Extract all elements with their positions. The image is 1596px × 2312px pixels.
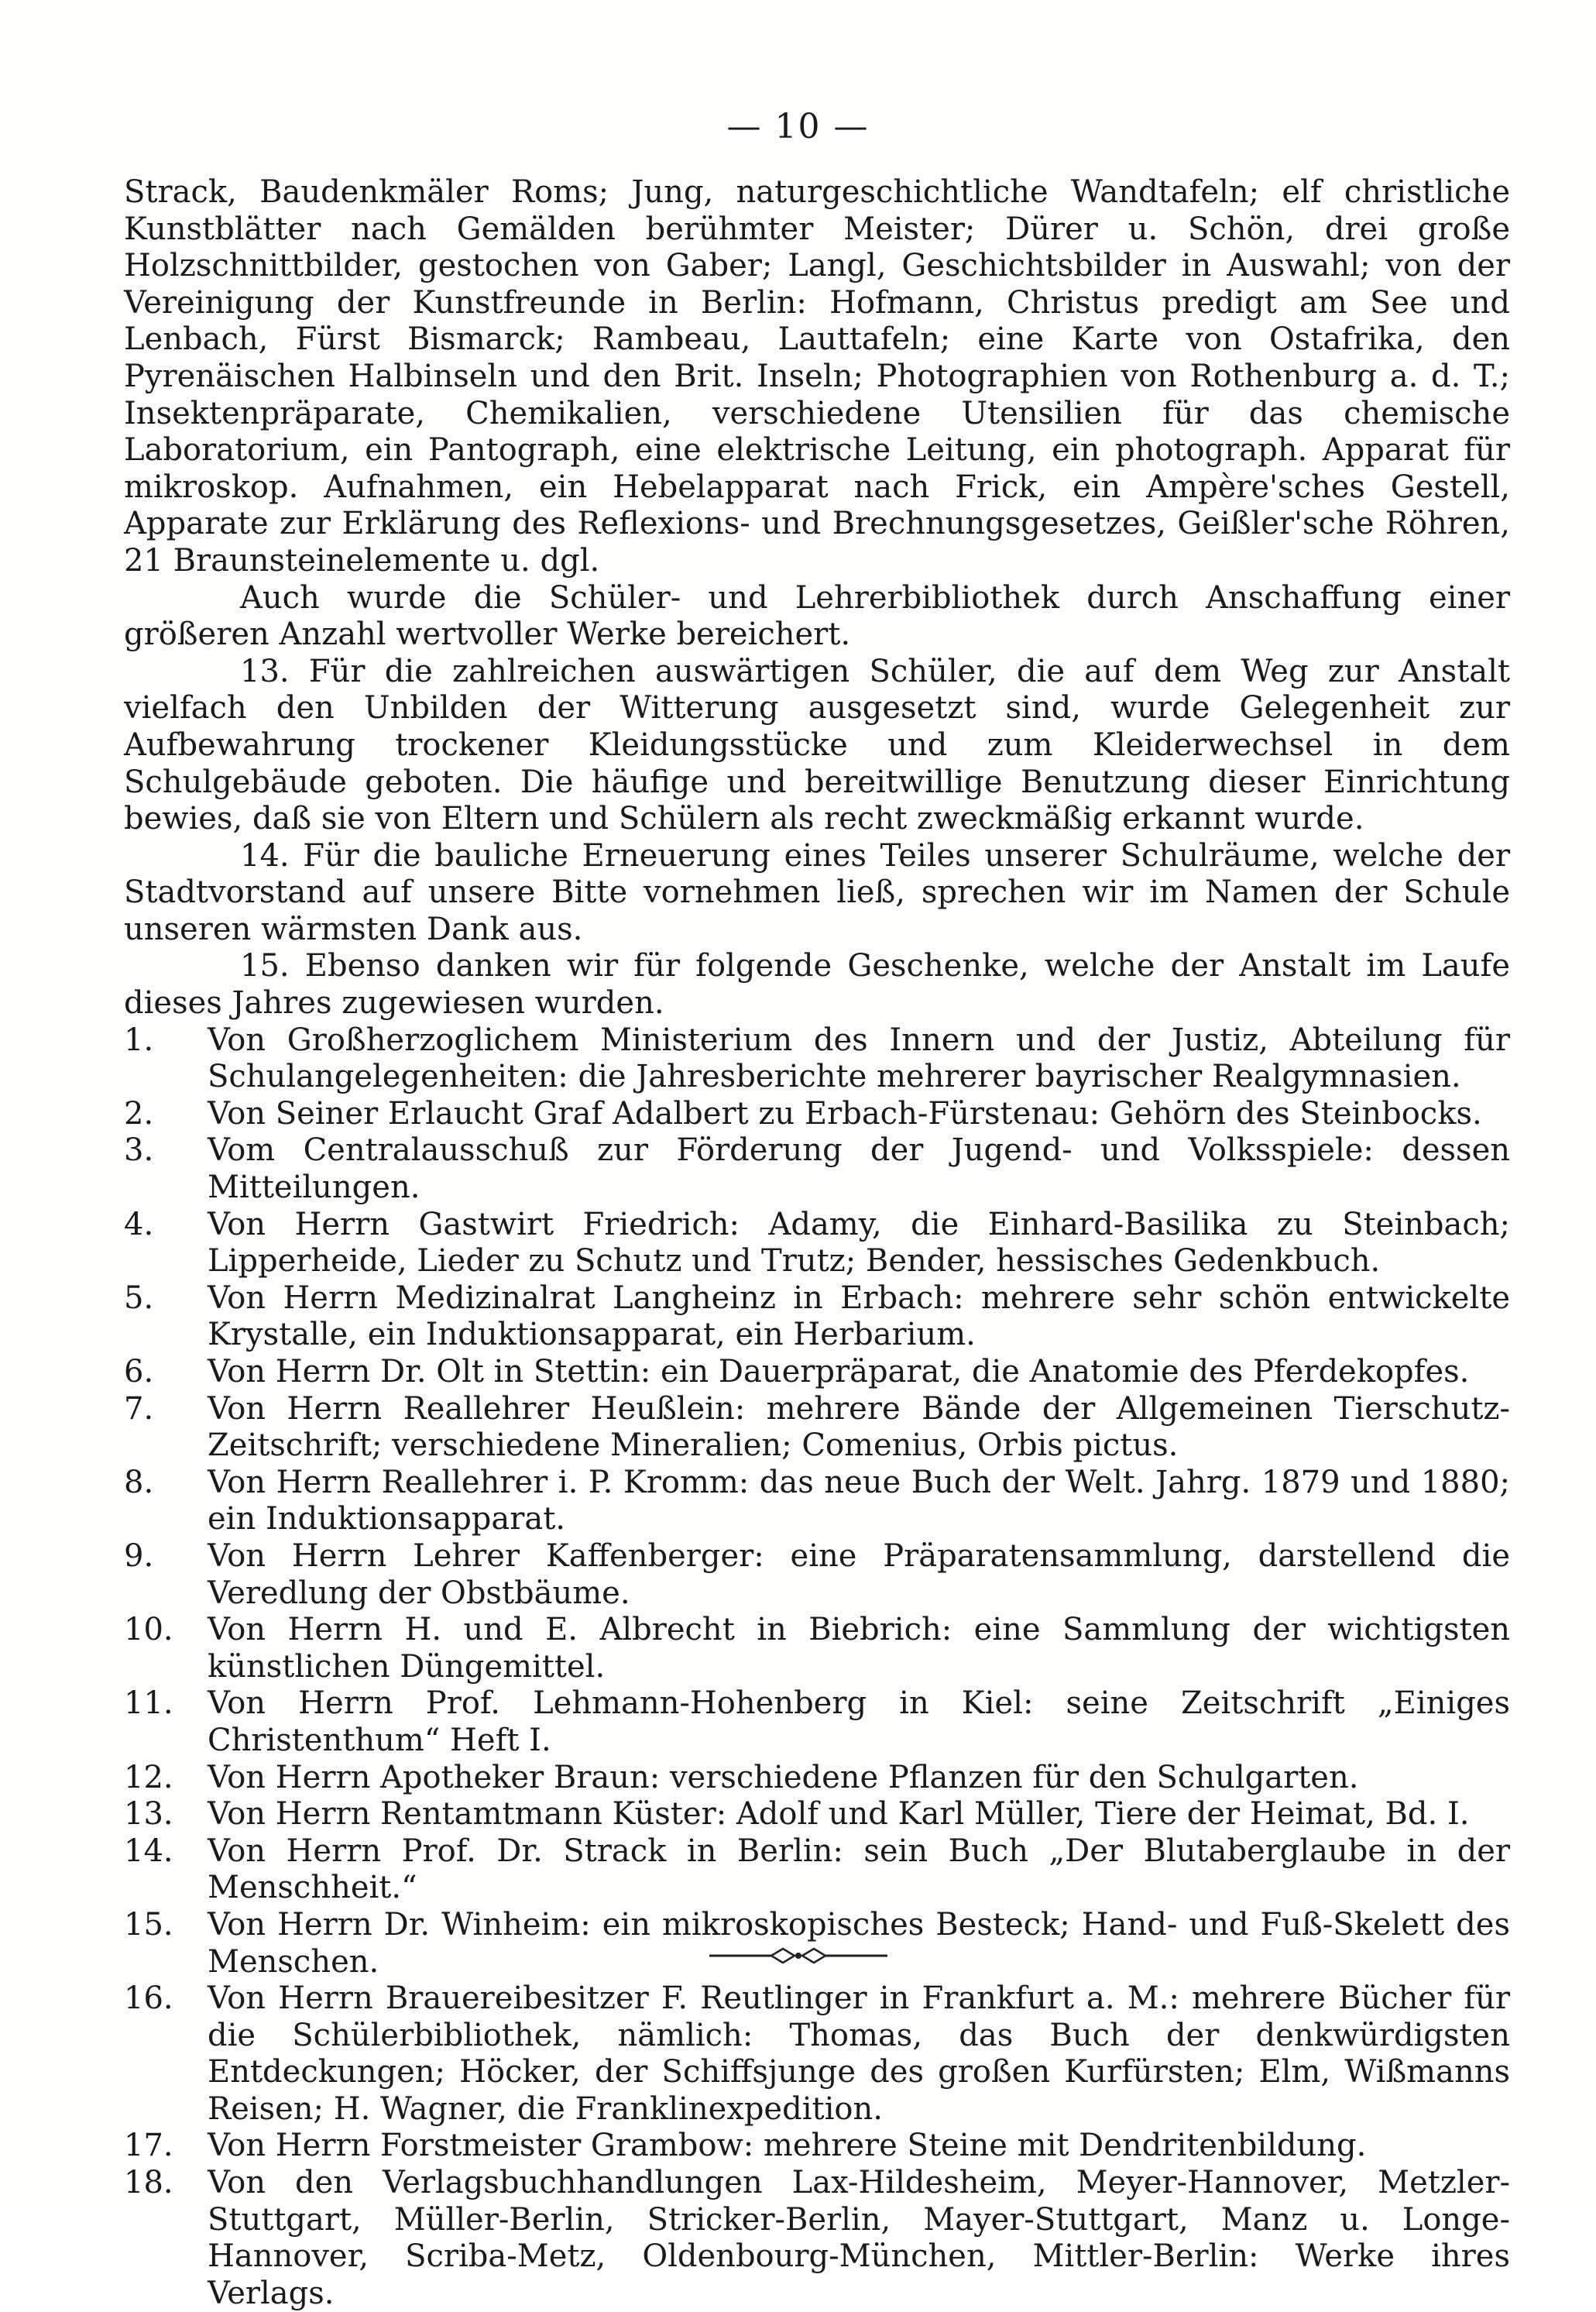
page-number: — 10 —: [726, 107, 870, 146]
paragraph-section-15: 15. Ebenso danken wir für folgende Geschenke, welche der Anstalt im Laufe dieses Jahres zugewiesen wurden.: [124, 948, 1510, 1022]
list-item-number: 6.: [124, 1354, 154, 1390]
list-item: [124, 1612, 1510, 1685]
list-item: [124, 1132, 1510, 1206]
list-item-text: Von den Verlagsbuchhandlungen Lax-Hildesheim, Meyer-Hannover, Metzler-Stuttgart, Müller-Berlin, Stricker-Berlin, Mayer-Stuttgart, Manz u. Longe-Hannover, Scriba-Metz, Oldenbourg-München, Mittler-Berlin: Werke ihres Verlags.: [208, 2165, 1510, 2311]
list-item-number: 3.: [124, 1132, 154, 1169]
list-item-text: Von Herrn H. und E. Albrecht in Biebrich: eine Sammlung der wichtigsten künstlichen Düngemittel.: [208, 1612, 1510, 1685]
list-item: [124, 1980, 1510, 2128]
list-item: [124, 2165, 1510, 2312]
list-item-number: 18.: [124, 2165, 173, 2201]
list-item: [124, 2128, 1510, 2165]
list-item-text: Von Herrn Rentamtmann Küster: Adolf und Karl Müller, Tiere der Heimat, Bd. I.: [208, 1796, 1470, 1833]
list-item: [124, 1354, 1510, 1391]
list-item-text: Von Herrn Gastwirt Friedrich: Adamy, die Einhard-Basilika zu Steinbach; Lipperheide, Lieder zu Schutz und Trutz; Bender, hessisches Gedenkbuch.: [208, 1206, 1510, 1280]
paragraph-library: Auch wurde die Schüler- und Lehrerbibliothek durch Anschaffung einer größeren Anzahl wertvoller Werke bereichert.: [124, 579, 1510, 653]
list-item-number: 2.: [124, 1095, 154, 1132]
list-item-text: Von Herrn Brauereibesitzer F. Reutlinger in Frankfurt a. M.: mehrere Bücher für die Schülerbibliothek, nämlich: Thomas, das Buch der denkwürdigsten Entdeckungen; Höcker, der Schiffsjunge des großen Kurfürsten; Elm, Wißmanns Reisen; H. Wagner, die Franklinexpedition.: [208, 1980, 1510, 2127]
list-item-text: Von Herrn Apotheker Braun: verschiedene Pflanzen für den Schulgarten.: [208, 1759, 1359, 1795]
paragraph-section-14: 14. Für die bauliche Erneuerung eines Teiles unserer Schulräume, welche der Stadtvorstand auf unsere Bitte vornehmen ließ, sprechen wir im Namen der Schule unseren wärmsten Dank aus.: [124, 837, 1510, 947]
gift-list: [124, 1022, 1510, 2312]
list-item-text: Von Herrn Lehrer Kaffenberger: eine Präparatensammlung, darstellend die Veredlung der Obstbäume.: [208, 1537, 1510, 1611]
list-item-number: 4.: [124, 1206, 154, 1242]
list-item: [124, 1207, 1510, 1280]
list-item-text: Von Herrn Reallehrer i. P. Kromm: das neue Buch der Welt. Jahrg. 1879 und 1880; ein Induktionsapparat.: [208, 1464, 1510, 1537]
list-item-number: 1.: [124, 1022, 154, 1058]
list-item: [124, 1833, 1510, 1907]
list-item-number: 12.: [124, 1759, 173, 1795]
paragraph-donations-list: Strack, Baudenkmäler Roms; Jung, naturgeschichtliche Wandtafeln; elf christliche Kunstblätter nach Gemälden berühmter Meister; Dürer u. Schön, drei große Holzschnittbilder, gestochen von Gaber; Langl, Geschichtsbilder in Auswahl; von der Vereinigung der Kunstfreunde in Berlin: Hofmann, Christus predigt am See und Lenbach, Fürst Bismarck; Rambeau, Lauttafeln; eine Karte von Ostafrika, den Pyrenäischen Halbinseln und den Brit. Inseln; Photographien von Rothenburg a. d. T.; Insektenpräparate, Chemikalien, verschiedene Utensilien für das chemische Laboratorium, ein Pantograph, eine elektrische Leitung, ein photograph. Apparat für mikroskop. Aufnahmen, ein Hebelapparat nach Frick, ein Ampère'sches Gestell, Apparate zur Erklärung des Reflexions- und Brechnungsgesetzes, Geißler'sche Röhren, 21 Braunsteinelemente u. dgl.: [124, 174, 1510, 579]
list-item: [124, 1538, 1510, 1612]
body-text: [124, 174, 1510, 2312]
list-item: [124, 1022, 1510, 1096]
list-item: [124, 1796, 1510, 1833]
list-item-text: Vom Centralausschuß zur Förderung der Jugend- und Volksspiele: dessen Mitteilungen.: [208, 1132, 1510, 1206]
list-item: [124, 1685, 1510, 1759]
list-item-text: Von Herrn Dr. Olt in Stettin: ein Dauerpräparat, die Anatomie des Pferdekopfes.: [208, 1354, 1470, 1390]
list-item-text: Von Herrn Dr. Winheim: ein mikroskopisches Besteck; Hand- und Fuß-Skelett des Menschen.: [208, 1906, 1510, 1980]
list-item-text: Von Herrn Reallehrer Heußlein: mehrere Bände der Allgemeinen Tierschutz-Zeitschrift; verschiedene Mineralien; Comenius, Orbis pictus.: [208, 1390, 1510, 1464]
list-item: [124, 1096, 1510, 1133]
paragraph-section-13: 13. Für die zahlreichen auswärtigen Schüler, die auf dem Weg zur Anstalt vielfach den Unbilden der Witterung ausgesetzt sind, wurde Gelegenheit zur Aufbewahrung trockener Kleidungsstücke und zum Kleiderwechsel in dem Schulgebäude geboten. Die häufige und bereitwillige Benutzung dieser Einrichtung bewies, daß sie von Eltern und Schülern als recht zweckmäßig erkannt wurde.: [124, 653, 1510, 837]
list-item: [124, 1465, 1510, 1538]
ornament-flourish-icon: [709, 1944, 887, 1967]
list-item-number: 9.: [124, 1537, 154, 1574]
list-item-number: 14.: [124, 1833, 173, 1869]
list-item-text: Von Herrn Forstmeister Grambow: mehrere Steine mit Dendritenbildung.: [208, 2128, 1367, 2164]
list-item-number: 8.: [124, 1464, 154, 1500]
list-item-number: 13.: [124, 1796, 173, 1833]
list-item-text: Von Großherzoglichem Ministerium des Innern und der Justiz, Abteilung für Schulangelegenheiten: die Jahresberichte mehrerer bayrischer Realgymnasien.: [208, 1022, 1510, 1095]
list-item: [124, 1760, 1510, 1797]
list-item-number: 10.: [124, 1612, 173, 1648]
list-item-number: 16.: [124, 1980, 173, 2017]
list-item-text: Von Seiner Erlaucht Graf Adalbert zu Erbach-Fürstenau: Gehörn des Steinbocks.: [208, 1095, 1482, 1132]
list-item-text: Von Herrn Prof. Lehmann-Hohenberg in Kiel: seine Zeitschrift „Einiges Christenthum“ Heft I.: [208, 1685, 1510, 1758]
list-item-text: Von Herrn Medizinalrat Langheinz in Erbach: mehrere sehr schön entwickelte Krystalle, ein Induktionsapparat, ein Herbarium.: [208, 1280, 1510, 1353]
list-item-number: 15.: [124, 1906, 173, 1943]
list-item-number: 5.: [124, 1280, 154, 1316]
list-item: [124, 1391, 1510, 1465]
ornament-divider: [0, 1944, 1596, 1967]
list-item-number: 11.: [124, 1685, 173, 1722]
list-item-number: 17.: [124, 2128, 173, 2164]
list-item-text: Von Herrn Prof. Dr. Strack in Berlin: sein Buch „Der Blutaberglaube in der Menschheit.“: [208, 1833, 1510, 1906]
list-item: [124, 1280, 1510, 1354]
list-item-number: 7.: [124, 1390, 154, 1427]
